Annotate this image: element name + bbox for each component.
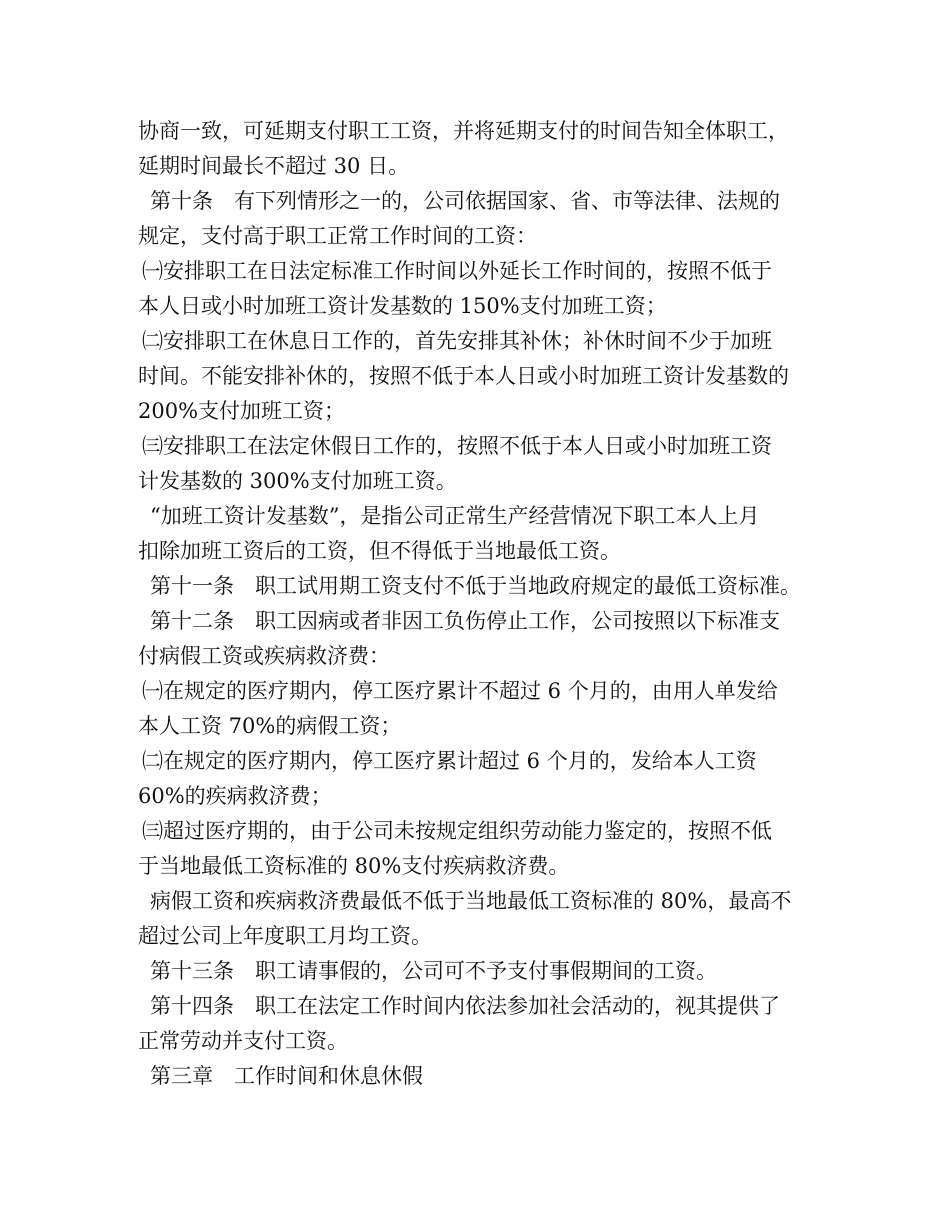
definition-paragraph: “加班工资计发基数”，是指公司正常生产经营情况下职工本人上月 bbox=[150, 504, 760, 528]
text-line: 扣除加班工资后的工资，但不得低于当地最低工资。 bbox=[138, 539, 621, 563]
article-11-heading: 第十一条 职工试用期工资支付不低于当地政府规定的最低工资标准。 bbox=[150, 574, 801, 598]
text-line: 延期时间最长不超过 30 日。 bbox=[138, 154, 410, 178]
list-item: ㈠安排职工在日法定标准工作时间以外延长工作时间的，按照不低于 bbox=[142, 259, 772, 283]
text-line: 60%的疾病救济费； bbox=[138, 784, 332, 808]
text-line: 本人工资 70%的病假工资； bbox=[138, 714, 402, 738]
text-line: 超过公司上年度职工月均工资。 bbox=[138, 924, 432, 948]
text-line: 协商一致，可延期支付职工工资，并将延期支付的时间告知全体职工， bbox=[138, 119, 789, 143]
article-10-heading: 第十条 有下列情形之一的，公司依据国家、省、市等法律、法规的 bbox=[150, 189, 780, 213]
text-line: 规定，支付高于职工正常工作时间的工资： bbox=[138, 224, 537, 248]
list-item: ㈢超过医疗期的，由于公司未按规定组织劳动能力鉴定的，按照不低 bbox=[142, 819, 772, 843]
text-line: 200%支付加班工资； bbox=[138, 399, 346, 423]
list-item: ㈡安排职工在休息日工作的，首先安排其补休；补休时间不少于加班 bbox=[142, 329, 772, 353]
article-12-heading: 第十二条 职工因病或者非因工负伤停止工作，公司按照以下标准支 bbox=[150, 609, 780, 633]
list-item: ㈢安排职工在法定休假日工作的，按照不低于本人日或小时加班工资 bbox=[142, 434, 772, 458]
article-13-heading: 第十三条 职工请事假的，公司可不予支付事假期间的工资。 bbox=[150, 959, 717, 983]
text-line: 正常劳动并支付工资。 bbox=[138, 1029, 348, 1053]
chapter-3-heading: 第三章 工作时间和休息休假 bbox=[150, 1064, 423, 1088]
article-14-heading: 第十四条 职工在法定工作时间内依法参加社会活动的，视其提供了 bbox=[150, 994, 780, 1018]
text-line: 本人日或小时加班工资计发基数的 150%支付加班工资； bbox=[138, 294, 667, 318]
list-item: ㈡在规定的医疗期内，停工医疗累计超过 6 个月的，发给本人工资 bbox=[142, 749, 757, 773]
text-line: 时间。不能安排补休的，按照不低于本人日或小时加班工资计发基数的 bbox=[138, 364, 789, 388]
document-page bbox=[138, 114, 814, 1094]
sick-pay-paragraph: 病假工资和疾病救济费最低不低于当地最低工资标准的 80%，最高不 bbox=[150, 889, 792, 913]
text-line: 计发基数的 300%支付加班工资。 bbox=[138, 469, 457, 493]
list-item: ㈠在规定的医疗期内，停工医疗累计不超过 6 个月的，由用人单发给 bbox=[142, 679, 778, 703]
text-line: 于当地最低工资标准的 80%支付疾病救济费。 bbox=[138, 854, 570, 878]
text-line: 付病假工资或疾病救济费： bbox=[138, 644, 390, 668]
